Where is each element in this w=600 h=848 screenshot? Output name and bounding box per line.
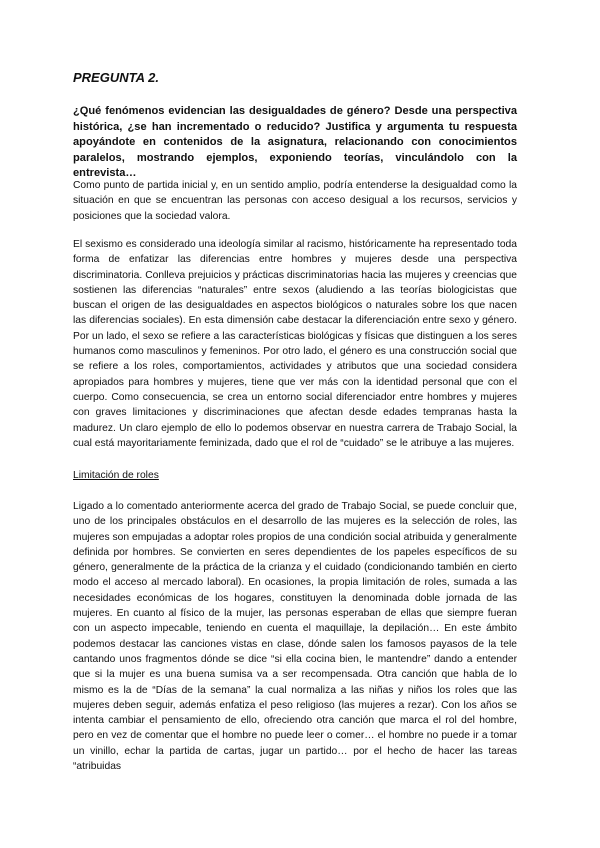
section-subheading: Limitación de roles <box>73 470 159 481</box>
question-heading: PREGUNTA 2. <box>73 70 159 85</box>
paragraph-intro: Como punto de partida inicial y, en un sentido amplio, podría entenderse la desigualdad como la situación en que se encuentran las personas con acceso desigual a los recursos, servicios y posiciones que la sociedad valora. <box>73 180 517 222</box>
paragraph-sexism: El sexismo es considerado una ideología similar al racismo, históricamente ha representado toda forma de enfatizar las diferencias entre hombres y mujeres desde una perspectiva discriminatoria. Conlleva prejuicios y prácticas discriminatorias hacia las mujeres y creencias que sostienen las diferencias “naturales” entre sexos (aludiendo a las teorías biologicistas que buscan el origen de las desigualdades en aspectos biológicos o naturales sobre los que nacen las diferencias sociales). En esta dimensión cabe destacar la diferenciación entre sexo y género. Por un lado, el sexo se refiere a las características biológicas y físicas que distinguen a los seres humanos como masculinos y femeninos. Por otro lado, el género es una construcción social que se refiere a los roles, comportamientos, actividades y atributos que una sociedad considera apropiados para hombres y mujeres, tiene que ver más con la identidad personal que con el cuerpo. Como consecuencia, se crea un entorno social diferenciador entre hombres y mujeres con graves limitaciones y discriminaciones que afectan desde edades tempranas hasta la madurez. Un claro ejemplo de ello lo podemos observar en nuestra carrera de Trabajo Social, la cual está mayoritariamente feminizada, dado que el rol de “cuidado” se le atribuye a las mujeres. <box>73 239 517 449</box>
question-statement: ¿Qué fenómenos evidencian las desigualdades de género? Desde una perspectiva histórica, ¿se han incrementado o reducido? Justifica y argumenta tu respuesta apoyándote en contenidos de la asignatura, relacionando con conocimientos paralelos, mostrando ejemplos, exponiendo teorías, vinculándolo con la entrevista… <box>73 105 517 180</box>
paragraph-role-limitation: Ligado a lo comentado anteriormente acerca del grado de Trabajo Social, se puede concluir que, uno de los principales obstáculos en el desarrollo de las mujeres es la selección de roles, las mujeres son empujadas a adoptar roles propios de una condición social atribuida y generalmente definida por hombres. Se convierten en seres dependientes de los papeles específicos de su género, generalmente de la práctica de la crianza y el cuidado (condicionando también en cierto modo el acceso al mercado laboral). En ocasiones, la propia limitación de roles, sumada a las necesidades económicas de los hogares, constituyen la denominada doble jornada de las mujeres. En cuanto al físico de la mujer, las personas esperaban de ellas que siempre fueran con un aspecto impecable, teniendo en cuenta el maquillaje, la depilación… En este ámbito podemos destacar las canciones vistas en clase, dónde salen los famosos payasos de la tele cantando unos fragmentos dónde se dice “si ella cocina bien, le mantendre” dando a entender que si la mujer es una buena sumisa va a ser recompensada. Otra canción que habla de lo mismo es la de “Días de la semana” la cual normaliza a las niñas y niños los roles que las mujeres deben seguir, además enfatiza el peso religioso (las mujeres a rezar). Con los años se intenta cambiar el pensamiento de ello, ofreciendo otra canción que marca el rol del hombre, pero en vez de comentar que el hombre no puede leer o comer… el hombre no puede ir a tomar un vinillo, echar la partida de cartas, jugar un partido… por el hecho de hacer las tareas “atribuidas <box>73 501 517 773</box>
